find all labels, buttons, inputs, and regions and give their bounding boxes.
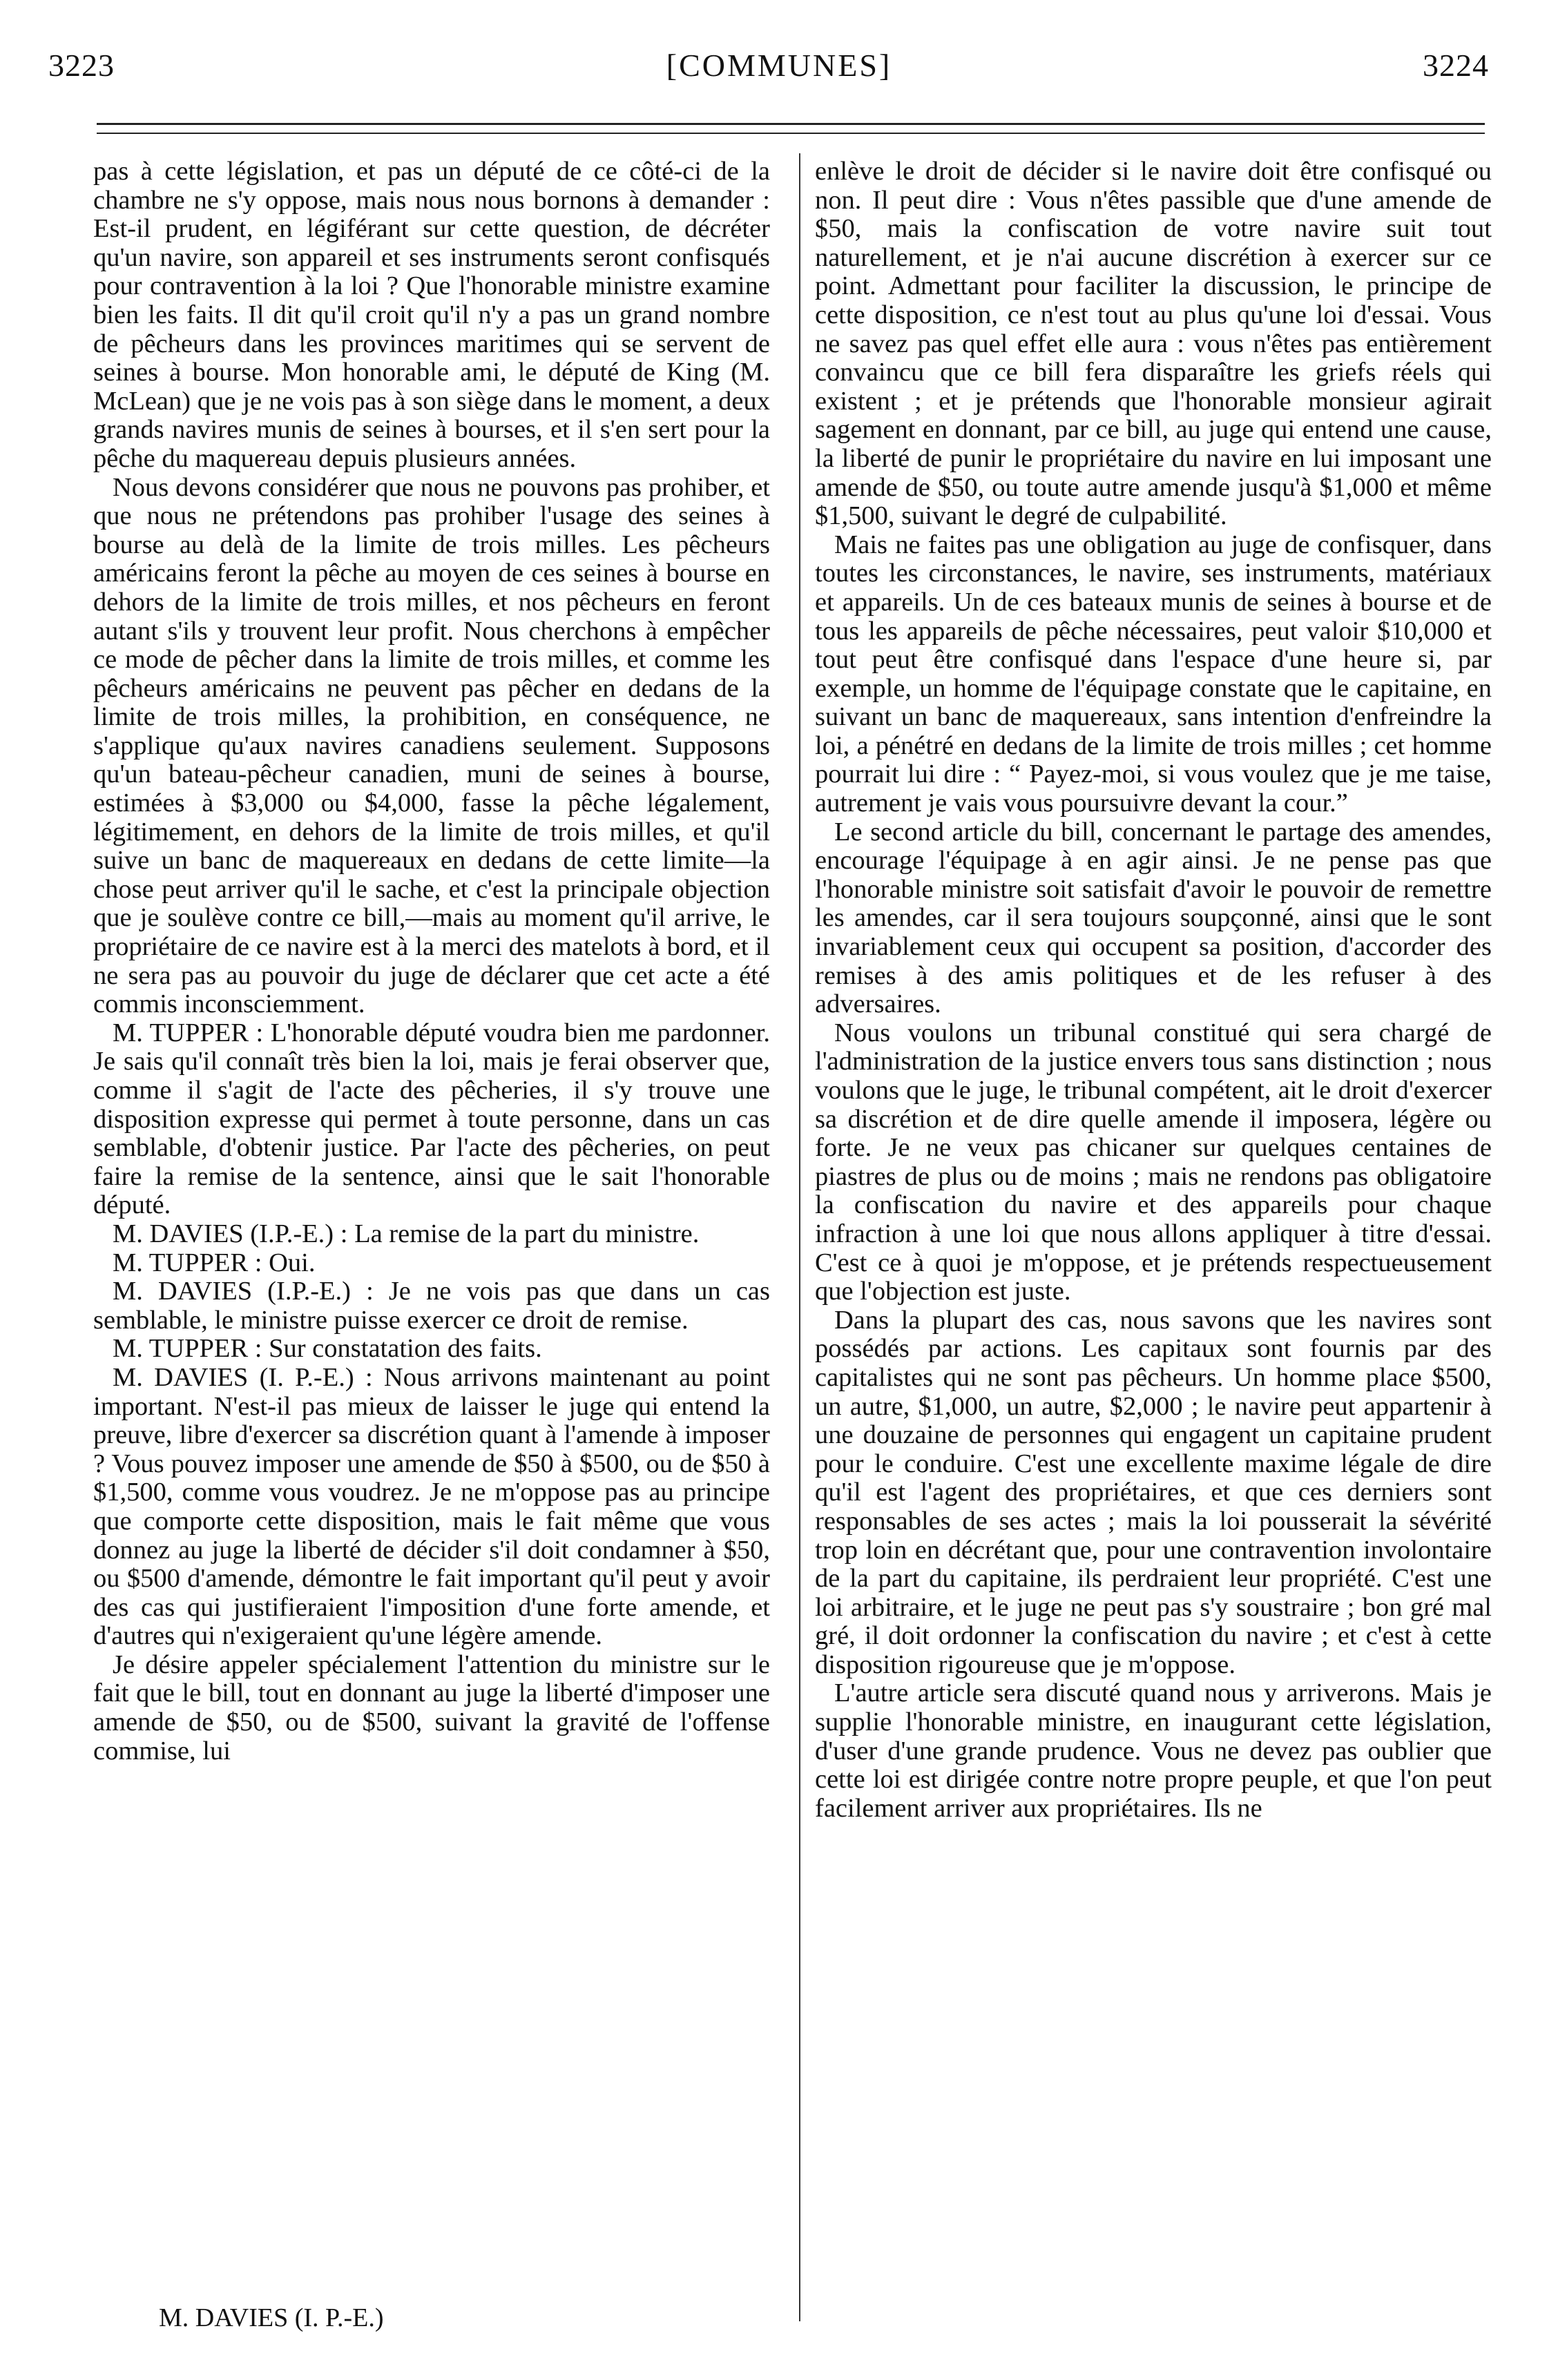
footer-signature: M. DAVIES (I. P.-E.) <box>159 2303 384 2332</box>
paragraph: Nous devons considérer que nous ne pouvons pas prohiber, et que nous ne prétendons pas prohiber l'usage des seines à bourse au delà de la limite de trois milles. Les pêcheurs américains feront la pêche au moyen de ces seines à bourse en dehors de la limite de trois milles, et nos pêcheurs en feront autant s'ils y trouvent leur profit. Nous cherchons à empêcher ce mode de pêcher dans la limite de trois milles, et comme les pêcheurs américains ne peuvent pas pêcher en dedans de la limite de trois milles, la prohibition, en conséquence, ne s'applique qu'aux navires canadiens seulement. Supposons qu'un bateau-pêcheur canadien, muni de seines à bourse, estimées à $3,000 ou $4,000, fasse la pêche légalement, légitimement, en dehors de la limite de trois milles, et qu'il suive un banc de maquereaux en dedans de cette limite—la chose peut arriver qu'il le sache, et c'est la principale objection que je soulève contre ce bill,—mais au moment qu'il arrive, le propriétaire de ce navire est à la merci des matelots à bord, et il ne sera pas au pouvoir du juge de déclarer que cet acte a été commis inconsciemment. <box>93 472 770 1019</box>
paragraph: M. TUPPER : L'honorable député voudra bien me pardonner. Je sais qu'il connaît très bien la loi, mais je ferai observer que, comme il s'agit de l'acte des pêcheries, il s'y trouve une disposition expresse qui permet à toute personne, dans un cas semblable, d'obtenir justice. Par l'acte des pêcheries, on peut faire la remise de la sentence, ainsi que le sait l'honorable député. <box>93 1018 770 1220</box>
paragraph: Dans la plupart des cas, nous savons que les navires sont possédés par actions. Les capitaux sont fournis par des capitalistes qui ne sont pas pêcheurs. Un homme place $500, un autre, $1,000, un autre, $2,000 ; le navire peut appartenir à une douzaine de personnes qui engagent un capitaine prudent pour le conduire. C'est une excellente maxime légale de dire qu'il est l'agent des propriétaires, et que ces derniers sont responsables de ses actes ; mais la loi pousserait la sévérité trop loin en décrétant que, pour une contravention involontaire de la part du capitaine, ils perdraient leur propriété. C'est une loi arbitraire, et le juge ne peut pas s'y soustraire ; bon gré mal gré, il doit ordonner la confiscation du navire ; et c'est à cette disposition rigoureuse que je m'oppose. <box>815 1305 1492 1679</box>
column-divider <box>799 153 800 2321</box>
paragraph: pas à cette législation, et pas un député de ce côté-ci de la chambre ne s'y oppose, mais nous nous bornons à demander : Est-il prudent, en légiférant sur cette question, de décréter qu'un navire, son appareil et ses instruments seront confisqués pour contravention à la loi ? Que l'honorable ministre examine bien les faits. Il dit qu'il croit qu'il n'y a pas un grand nombre de pêcheurs dans les provinces maritimes qui se servent de seines à bourse. Mon honorable ami, le député de King (M. McLean) que je ne vois pas à son siège dans le moment, a deux grands navires munis de seines à bourses, et il s'en sert pour la pêche du maquereau depuis plusieurs années. <box>93 157 770 473</box>
paragraph: Nous voulons un tribunal constitué qui sera chargé de l'administration de la justice envers tous sans distinction ; nous voulons que le juge, le tribunal compétent, ait le droit d'exercer sa discrétion et de dire quelle amende il imposera, légère ou forte. Je ne veux pas chicaner sur quelques centaines de piastres de plus ou de moins ; mais ne rendons pas obligatoire la confiscation du navire et des appareils pour chaque infraction à une loi que nous allons appliquer à titre d'essai. C'est ce à quoi je m'oppose, et je prétends respectueusement que l'objection est juste. <box>815 1018 1492 1306</box>
running-title: [COMMUNES] <box>666 48 892 83</box>
paragraph: M. TUPPER : Oui. <box>113 1248 316 1277</box>
paragraph: enlève le droit de décider si le navire doit être confisqué ou non. Il peut dire : Vous n'êtes passible que d'une amende de $50, mais la confiscation de votre navire suit tout naturellement, et je n'ai aucune discrétion à exercer sur ce point. Admettant pour faciliter la discussion, le principe de cette disposition, ce n'est tout au plus qu'une loi d'essai. Vous ne savez pas quel effet elle aura : vous n'êtes pas entièrement convaincu que ce bill fera disparaître les griefs réels qui existent ; et je prétends que l'honorable monsieur agirait sagement en donnant, par ce bill, au juge qui entend une cause, la liberté de punir le propriétaire du navire en lui imposant une amende de $50, ou toute autre amende jusqu'à $1,000 et même $1,500, suivant le degré de culpabilité. <box>815 157 1492 531</box>
left-page-number: 3223 <box>48 48 115 83</box>
header-rule-top <box>97 123 1485 125</box>
paragraph: Le second article du bill, concernant le partage des amendes, encourage l'équipage à en agir ainsi. Je ne pense pas que l'honorable ministre soit satisfait d'avoir le pouvoir de remettre les amendes, car il sera toujours soupçonné, ainsi que le sont invariablement ceux qui occupent sa position, d'accorder des remises à des amis politiques et de les refuser à des adversaires. <box>815 817 1492 1019</box>
paragraph: M. DAVIES (I. P.-E.) : Nous arrivons maintenant au point important. N'est-il pas mieux de laisser le juge qui entend la preuve, libre d'exercer sa discrétion quant à l'amende à imposer ? Vous pouvez imposer une amende de $50 à $500, ou de $50 à $1,500, comme vous voudrez. Je ne m'oppose pas au principe que comporte cette disposition, mais le fait même que vous donnez au juge la liberté de décider s'il doit condamner à $50, ou $500 d'amende, démontre le fait important qu'il peut y avoir des cas qui justifieraient l'imposition d'une forte amende, et d'autres qui n'exigeraient qu'une légère amende. <box>93 1362 770 1651</box>
paragraph: M. TUPPER : Sur constatation des faits. <box>113 1334 542 1364</box>
paragraph: M. DAVIES (I.P.-E.) : Je ne vois pas que dans un cas semblable, le ministre puisse exercer ce droit de remise. <box>93 1277 770 1335</box>
header-rule-bottom <box>97 133 1485 134</box>
paragraph: Mais ne faites pas une obligation au juge de confisquer, dans toutes les circonstances, le navire, ses instruments, matériaux et appareils. Un de ces bateaux munis de seines à bourse et de tous les appareils de pêche nécessaires, peut valoir $10,000 et tout peut être confisqué dans l'espace d'une heure si, par exemple, un homme de l'équipage constate que le capitaine, en suivant un banc de maquereaux, sans intention d'enfreindre la loi, a pénétré en dedans de la limite de trois milles ; cet homme pourrait lui dire : “ Payez-moi, si vous voulez que je me taise, autrement je vais vous poursuivre devant la cour.” <box>815 530 1492 818</box>
right-column <box>815 157 1492 1823</box>
left-column <box>93 157 770 1765</box>
right-page-number: 3224 <box>1423 48 1489 83</box>
paragraph: L'autre article sera discuté quand nous y arriverons. Mais je supplie l'honorable ministre, en inaugurant cette législation, d'user d'une grande prudence. Vous ne devez pas oublier que cette loi est dirigée contre notre propre peuple, et que l'on peut facilement arriver aux propriétaires. Ils ne <box>815 1678 1492 1823</box>
paragraph: M. DAVIES (I.P.-E.) : La remise de la part du ministre. <box>113 1219 700 1248</box>
paragraph: Je désire appeler spécialement l'attention du ministre sur le fait que le bill, tout en donnant au juge la liberté d'imposer une amende de $50, ou de $500, suivant la gravité de l'offense commise, lui <box>93 1649 770 1765</box>
